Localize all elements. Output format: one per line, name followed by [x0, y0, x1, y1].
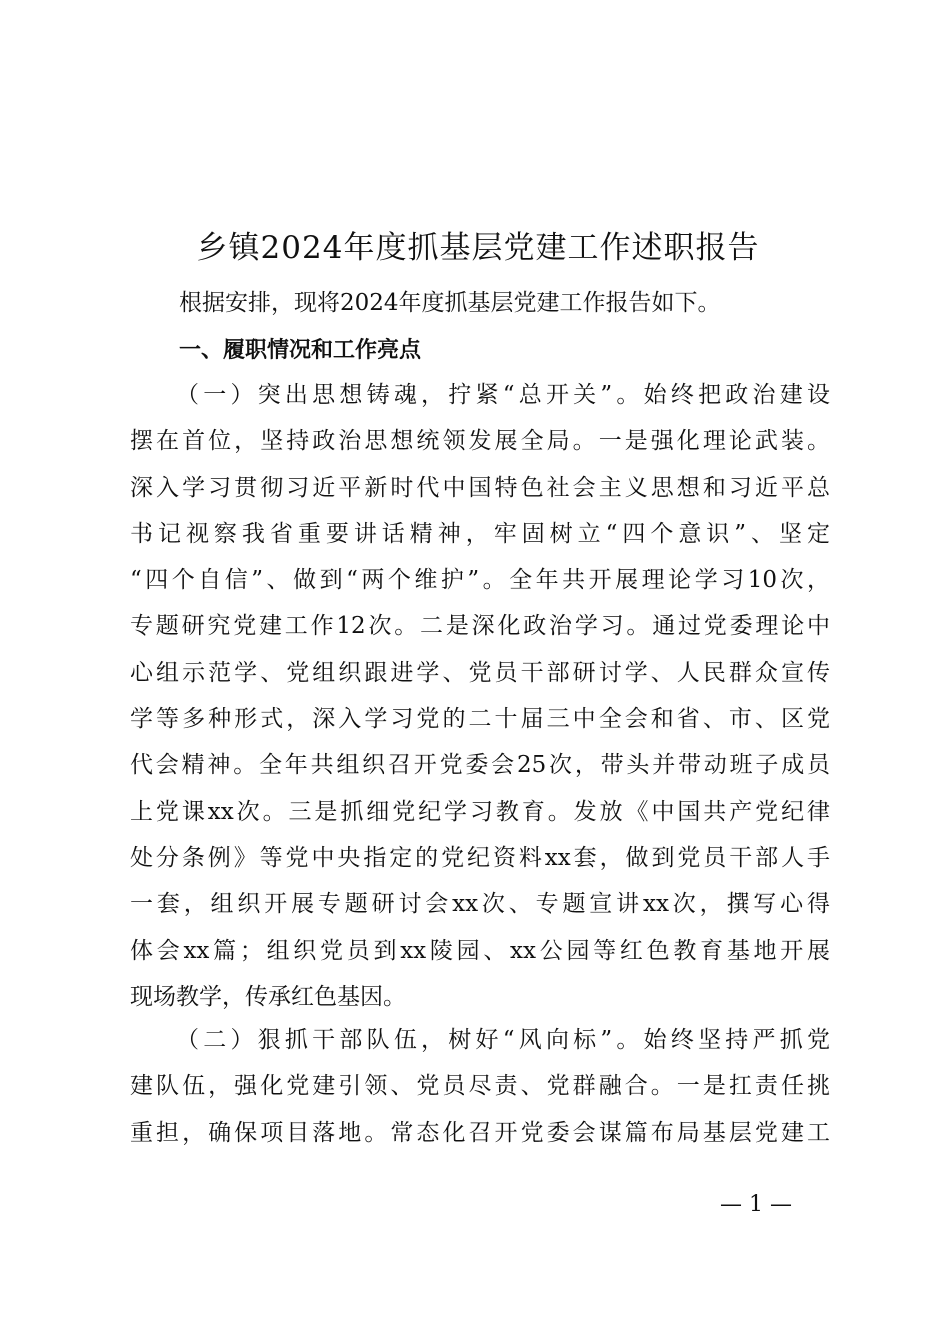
- document-title: 乡镇2024年度抓基层党建工作述职报告: [196, 230, 760, 266]
- paragraph-line: 上党课xx次。三是抓细党纪学习教育。发放《中国共产党纪律: [130, 798, 830, 825]
- paragraph-1: [130, 372, 830, 1020]
- paragraph-line: 一套，组织开展专题研讨会xx次、专题宣讲xx次，撰写心得: [130, 891, 830, 918]
- paragraph-line: 摆在首位，坚持政治思想统领发展全局。一是强化理论武装。: [130, 428, 830, 455]
- paragraph-line: 体会xx篇；组织党员到xx陵园、xx公园等红色教育基地开展: [130, 937, 830, 964]
- paragraph-line: 代会精神。全年共组织召开党委会25次，带头并带动班子成员: [130, 752, 830, 779]
- paragraph-line: 学等多种形式，深入学习党的二十届三中全会和省、市、区党: [130, 706, 830, 733]
- section-heading-1: 一、履职情况和工作亮点: [179, 338, 422, 363]
- paragraph-line: 深入学习贯彻习近平新时代中国特色社会主义思想和习近平总: [130, 474, 830, 501]
- paragraph-line: 建队伍，强化党建引领、党员尽责、党群融合。一是扛责任挑: [130, 1073, 830, 1100]
- intro-paragraph: 根据安排，现将2024年度抓基层党建工作报告如下。: [179, 290, 721, 316]
- paragraph-line: 处分条例》等党中央指定的党纪资料xx套，做到党员干部人手: [130, 844, 830, 871]
- paragraph-line: 心组示范学、党组织跟进学、党员干部研讨学、人民群众宣传: [130, 659, 830, 686]
- paragraph-line: 专题研究党建工作12次。二是深化政治学习。通过党委理论中: [130, 613, 830, 640]
- paragraph-line: 现场教学，传承红色基因。: [130, 983, 406, 1010]
- paragraph-line: 重担，确保项目落地。常态化召开党委会谋篇布局基层党建工: [130, 1119, 830, 1146]
- paragraph-2: [130, 1017, 830, 1156]
- page-number: — 1 —: [720, 1192, 792, 1217]
- paragraph-line: （二）狠抓干部队伍，树好“风向标”。始终坚持严抓党: [176, 1027, 830, 1053]
- paragraph-line: 书记视察我省重要讲话精神，牢固树立“四个意识”、坚定: [130, 520, 830, 547]
- paragraph-line: “四个自信”、做到“两个维护”。全年共开展理论学习10次，: [130, 567, 830, 594]
- paragraph-line: （一）突出思想铸魂，拧紧“总开关”。始终把政治建设: [176, 382, 830, 408]
